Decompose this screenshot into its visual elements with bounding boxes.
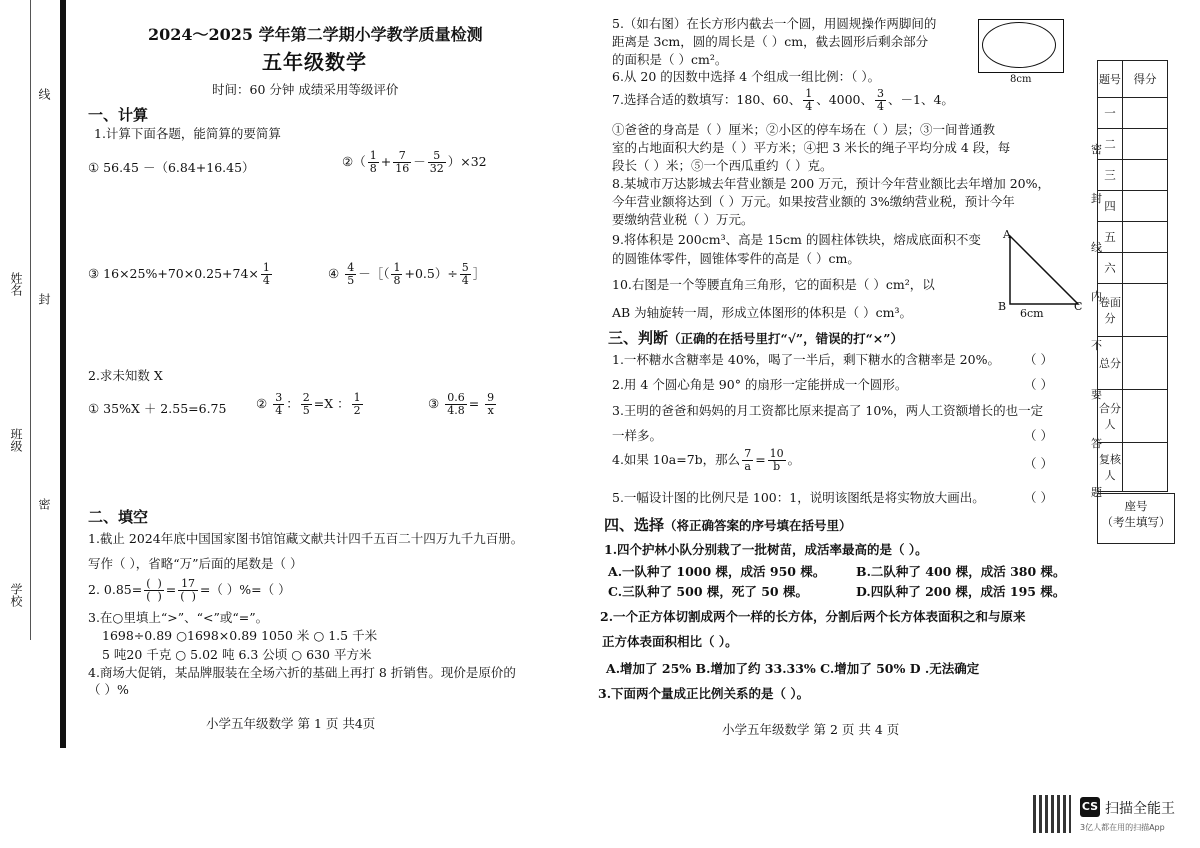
section-1-q1: 1.计算下面各题，能简算的要简算 — [94, 126, 281, 141]
section-2-heading: 二、填空 — [88, 508, 149, 526]
score-row — [1098, 443, 1168, 492]
score-table-header — [1098, 61, 1168, 98]
qr-code — [1033, 795, 1071, 833]
binding-line — [30, 0, 32, 640]
q5c: 的面积是（ ）cm²。 — [612, 52, 728, 67]
scanner-tagline: 3亿人都在用的扫描App — [1080, 823, 1165, 832]
q7-line-1: ①爸爸的身高是（ ）厘米；②小区的停车场在（ ）层；③一间普通教 — [612, 122, 995, 137]
score-cell[interactable] — [1123, 253, 1168, 284]
binding-bar — [60, 0, 66, 748]
choice-2: 2.一个正方体切割成两个一样的长方体，分割后两个长方体表面积之和与原来 — [600, 609, 1026, 624]
row-label: 复核人 — [1098, 443, 1123, 492]
judge-2: 2.用 4 个圆心角是 90° 的扇形一定能拼成一个圆形。 — [612, 377, 908, 392]
triangle-base-label: 6cm — [1020, 307, 1044, 320]
row-label: 一 — [1098, 98, 1123, 129]
judge-5-paren: （ ） — [1024, 490, 1053, 505]
row-label: 六 — [1098, 253, 1123, 284]
page-2-footer: 小学五年级数学 第 2 页 共 4 页 — [722, 722, 900, 737]
vertex-a: A — [1003, 228, 1011, 241]
calc-3: ③ 16×25%+70×0.25+74× $\frac{1}{4}$ — [88, 261, 270, 287]
row-label: 卷面分 — [1098, 284, 1123, 337]
fill-4: 4.商场大促销，某品牌服装在全场六折的基础上再打 8 折销售。现价是原价的 — [88, 665, 516, 680]
vertex-b: B — [998, 300, 1007, 313]
seal-char: 要 — [1091, 388, 1102, 401]
fill-3: 3.在○里填上“>”、“<”或“=”。 — [88, 610, 269, 625]
score-row — [1098, 160, 1168, 191]
score-row — [1098, 284, 1168, 337]
row-label: 合分人 — [1098, 390, 1123, 443]
seal-char: 题 — [1091, 486, 1102, 499]
seal-char: 密 — [1091, 143, 1102, 156]
seal-char: 线 — [1091, 241, 1102, 254]
binding-line-label: 线 — [37, 88, 51, 100]
row-label: 三 — [1098, 160, 1123, 191]
row-label: 二 — [1098, 129, 1123, 160]
score-cell[interactable] — [1123, 443, 1168, 492]
judge-5: 5.一幅设计图的比例尺是 100：1，说明该图纸是将实物放大画出。 — [612, 490, 985, 505]
choice-1-b: B.二队种了 400 棵，成活 380 棵。 — [856, 564, 1066, 579]
score-cell[interactable] — [1123, 191, 1168, 222]
row-label: 四 — [1098, 191, 1123, 222]
q10-line-2: AB 为轴旋转一周，形成立体图形的体积是（ ）cm³。 — [612, 305, 913, 320]
row-label: 五 — [1098, 222, 1123, 253]
q7-line-2: 室的占地面积大约是（ ）平方米；④把 3 米长的绳子平均分成 4 段，每 — [612, 140, 1011, 155]
binding-seal-label: 封 — [37, 293, 51, 305]
q8-line-1: 8.某城市万达影城去年营业额是 200 万元，预计今年营业额比去年增加 20%， — [612, 176, 1050, 191]
judge-1-paren: （ ） — [1024, 352, 1053, 367]
seal-char: 封 — [1091, 192, 1102, 205]
q7-line-3: 段长（ ）米；⑤一个西瓜重约（ ）克。 — [612, 158, 833, 173]
judge-1: 1.一杯糖水含糖率是 40%，喝了一半后，剩下糖水的含糖率是 20%。 — [612, 352, 1000, 367]
rect-circle-figure — [978, 19, 1064, 73]
judge-2-paren: （ ） — [1024, 377, 1053, 392]
seat-label: 座号 — [1124, 499, 1148, 513]
score-cell[interactable] — [1123, 222, 1168, 253]
score-cell[interactable] — [1123, 129, 1168, 160]
score-row — [1098, 191, 1168, 222]
fill-2: 2. 0.85= $\frac{( )}{( )}$ = $\frac{17}{( )}$ =（ ）%=（ ） — [88, 577, 291, 603]
equation-3: ③ $\frac{0.6}{4.8}$ = $\frac{9}{x}$ — [428, 391, 495, 417]
section-1-q2: 2.求未知数 X — [88, 368, 163, 383]
fill-1b: 写作（ ），省略“万”后面的尾数是（ ） — [88, 556, 303, 571]
choice-1-a: A.一队种了 1000 棵，成活 950 棵。 — [608, 564, 826, 579]
calc-1: ① 56.45 －（6.84+16.45） — [88, 160, 255, 175]
equation-1: ① 35%X ＋ 2.55=6.75 — [88, 401, 227, 416]
choice-1-c: C.三队种了 500 棵，死了 50 棵。 — [608, 584, 808, 599]
q5b: 距离是 3cm，圆的周长是（ ）cm，截去圆形后剩余部分 — [612, 34, 929, 49]
equation-2: ② $\frac{3}{4}$ ： $\frac{2}{5}$ =X ： $\frac{1}{2}$ — [256, 391, 361, 417]
exam-subject: 五年级数学 — [262, 50, 367, 74]
judge-3b: 一样多。 — [612, 428, 663, 443]
class-label: 班级 — [9, 428, 23, 452]
exam-meta: 时间：60 分钟 成绩采用等级评价 — [212, 82, 399, 97]
fill-3-row-2: 5 吨20 千克 ○ 5.02 吨 6.3 公顷 ○ 630 平方米 — [102, 647, 372, 662]
judge-4: 4.如果 10a=7b，那么 $\frac{7}{a}$ = $\frac{10}{b}$ 。 — [612, 447, 801, 473]
header-question-no: 题号 — [1098, 61, 1123, 98]
score-row — [1098, 253, 1168, 284]
score-row — [1098, 129, 1168, 160]
score-cell[interactable] — [1123, 284, 1168, 337]
figure-width-label: 8cm — [1010, 74, 1032, 85]
calc-4: ④ $\frac{4}{5}$ －［（ $\frac{1}{8}$ +0.5）÷ $\frac{5}{4}$ ］ — [328, 261, 486, 287]
row-label: 总分 — [1098, 337, 1123, 390]
scanner-app-name: 扫描全能王 — [1105, 801, 1175, 817]
camscanner-logo-icon: CS — [1080, 797, 1100, 817]
score-row — [1098, 98, 1168, 129]
score-row — [1098, 222, 1168, 253]
triangle-shape — [1010, 236, 1078, 304]
seal-char: 内 — [1091, 290, 1102, 303]
name-label: 姓名 — [9, 272, 23, 296]
seal-char: 答 — [1091, 437, 1102, 450]
q8-line-2: 今年营业额将达到（ ）万元。如果按营业额的 3%缴纳营业税，预计今年 — [612, 194, 1015, 209]
circle-shape — [982, 22, 1056, 68]
score-row — [1098, 390, 1168, 443]
exam-title: 2024～2025 学年第二学期小学教学质量检测 — [148, 25, 483, 44]
choice-3: 3.下面两个量成正比例关系的是（ ）。 — [598, 686, 810, 701]
page-1-footer: 小学五年级数学 第 1 页 共4页 — [206, 716, 376, 731]
fill-3-row-1: 1698÷0.89 ○1698×0.89 1050 米 ○ 1.5 千米 — [102, 628, 378, 643]
q7: 7.选择合适的数填写：180、60、 $\frac{1}{4}$ 、4000、 $\frac{3}{4}$ 、－1、4。 — [612, 87, 954, 113]
section-3-heading: 三、判断（正确的在括号里打“√”，错误的打“×”） — [608, 329, 903, 347]
score-cell[interactable] — [1123, 160, 1168, 191]
choice-2b: 正方体表面积相比（ ）。 — [602, 634, 738, 649]
seat-number-box[interactable] — [1097, 493, 1175, 544]
seal-char: 不 — [1091, 339, 1102, 352]
q9-line-2: 的圆锥体零件，圆锥体零件的高是（ ）cm。 — [612, 251, 860, 266]
choice-1: 1.四个护林小队分别栽了一批树苗，成活率最高的是（ ）。 — [604, 542, 928, 557]
calc-2: ②（ $\frac{1}{8}$ + $\frac{7}{16}$ － $\frac{5}{32}$ ）×32 — [342, 149, 487, 175]
score-row — [1098, 337, 1168, 390]
q9-line-1: 9.将体积是 200cm³、高是 15cm 的圆柱体铁块，熔成底面积不变 — [612, 232, 981, 247]
header-score: 得分 — [1123, 61, 1168, 98]
q10-line-1: 10.右图是一个等腰直角三角形，它的面积是（ ）cm²，以 — [612, 277, 935, 292]
fill-1: 1.截止 2024年底中国国家图书馆馆藏文献共计四千五百二十四万九千九百册。 — [88, 531, 524, 546]
q8-line-3: 要缴纳营业税（ ）万元。 — [612, 212, 754, 227]
choice-1-d: D.四队种了 200 棵，成活 195 棵。 — [856, 584, 1066, 599]
score-cell[interactable] — [1123, 390, 1168, 443]
score-table — [1097, 60, 1168, 492]
school-label: 学校 — [9, 583, 23, 607]
section-1-heading: 一、计算 — [88, 106, 149, 124]
judge-4-paren: （ ） — [1024, 456, 1053, 471]
section-4-heading: 四、选择（将正确答案的序号填在括号里） — [604, 516, 852, 534]
fill-4b: （ ）% — [88, 682, 129, 697]
vertex-c: C — [1074, 300, 1083, 313]
seat-note: （考生填写） — [1101, 515, 1171, 529]
score-cell[interactable] — [1123, 337, 1168, 390]
choice-2-options: A.增加了 25% B.增加了约 33.33% C.增加了 50% D .无法确定 — [606, 661, 980, 676]
judge-3-paren: （ ） — [1024, 428, 1053, 443]
score-cell[interactable] — [1123, 98, 1168, 129]
judge-3: 3.王明的爸爸和妈妈的月工资都比原来提高了 10%，两人工资额增长的也一定 — [612, 403, 1044, 418]
q6: 6.从 20 的因数中选择 4 个组成一组比例：（ ）。 — [612, 69, 881, 84]
binding-secret-label: 密 — [37, 498, 51, 510]
q5: 5.（如右图）在长方形内截去一个圆，用圆规操作两脚间的 — [612, 16, 937, 31]
